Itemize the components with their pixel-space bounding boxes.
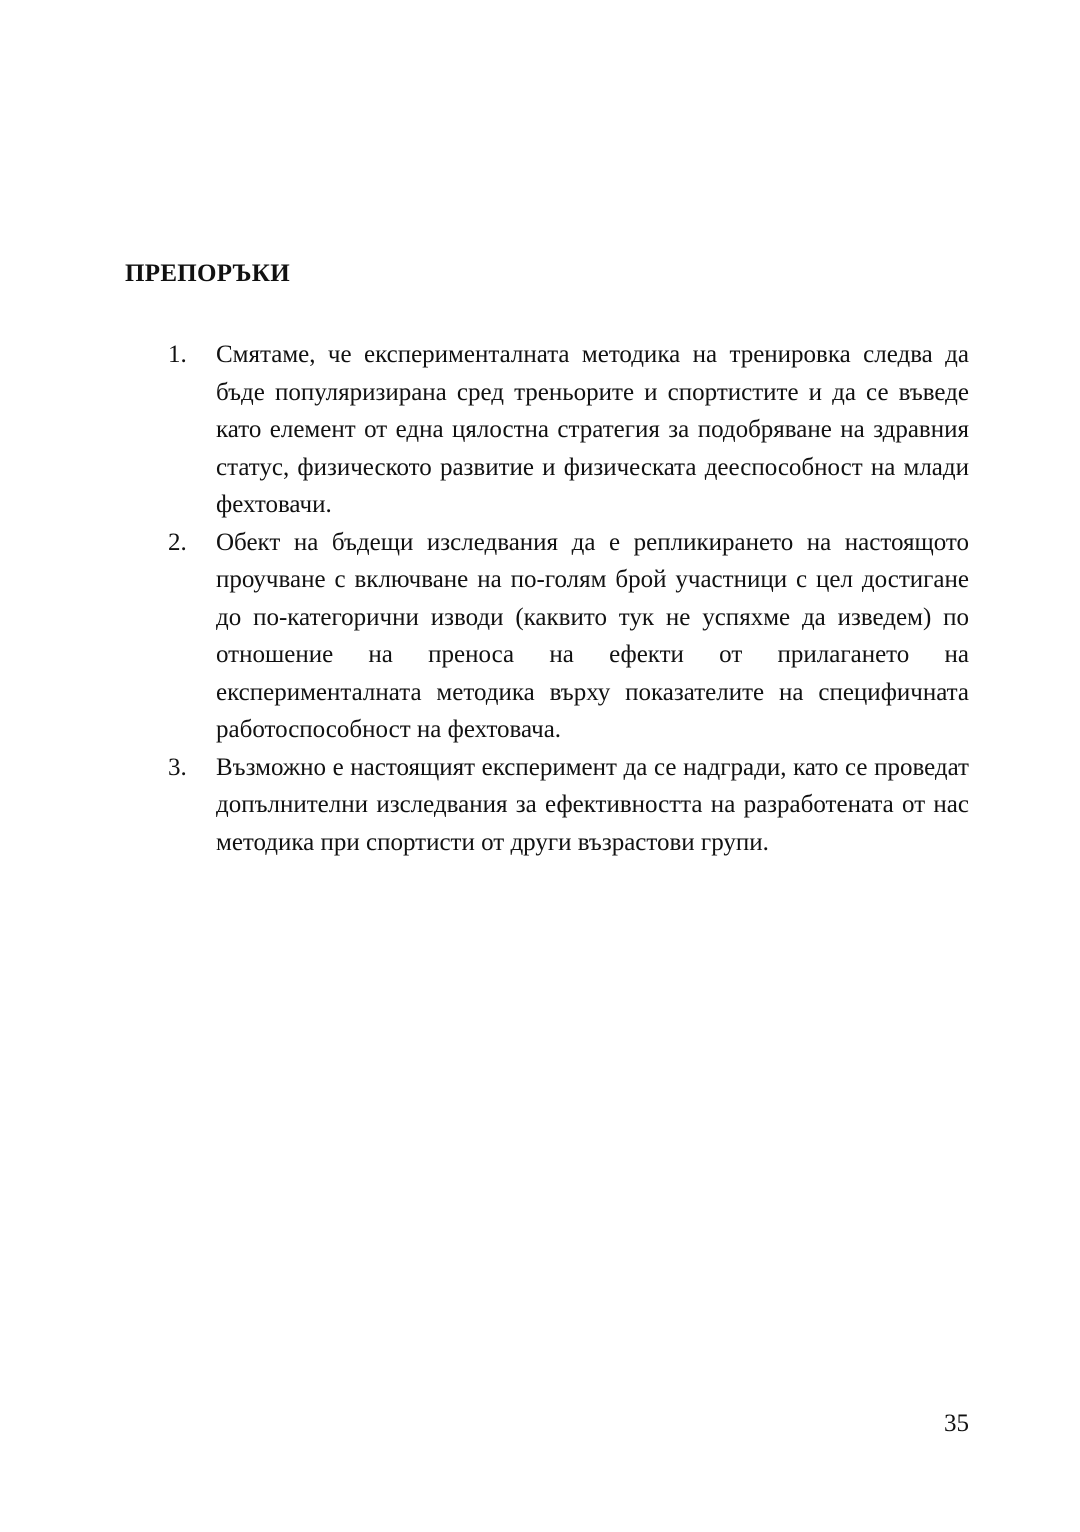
list-item-number: 2. [168,528,187,556]
section-heading: ПРЕПОРЪКИ [125,260,290,287]
list-item [168,524,969,749]
list-item-text: Смятаме, че експерименталната методика на тренировка следва да бъде популяризирана сред треньорите и спортистите и да се въведе като елемент от една цялостна стратегия за подобряване на здравния статус, физическото развитие и физическата дееспособност на млади фехтовачи. [216,341,969,518]
list-item-number: 1. [168,341,187,368]
recommendations-list [168,336,969,861]
list-item-number: 3. [168,753,187,781]
list-item-text: Обект на бъдещи изследвания да е репликирането на настоящото проучване с включване на по-голям брой участници с цел достигане до по-категорични изводи (каквито тук не успяхме да изведем) по отношение на преноса на ефекти от прилагането на експерименталната методика върху показателите на специфичната работоспособност на фехтовача. [216,528,969,743]
list-item [168,336,969,524]
page-number: 35 [944,1410,969,1437]
list-item-text: Възможно е настоящият експеримент да се надгради, като се проведат допълнителни изследвания за ефективността на разработената от нас методика при спортисти от други възрастови групи. [216,753,969,856]
list-item [168,749,969,862]
